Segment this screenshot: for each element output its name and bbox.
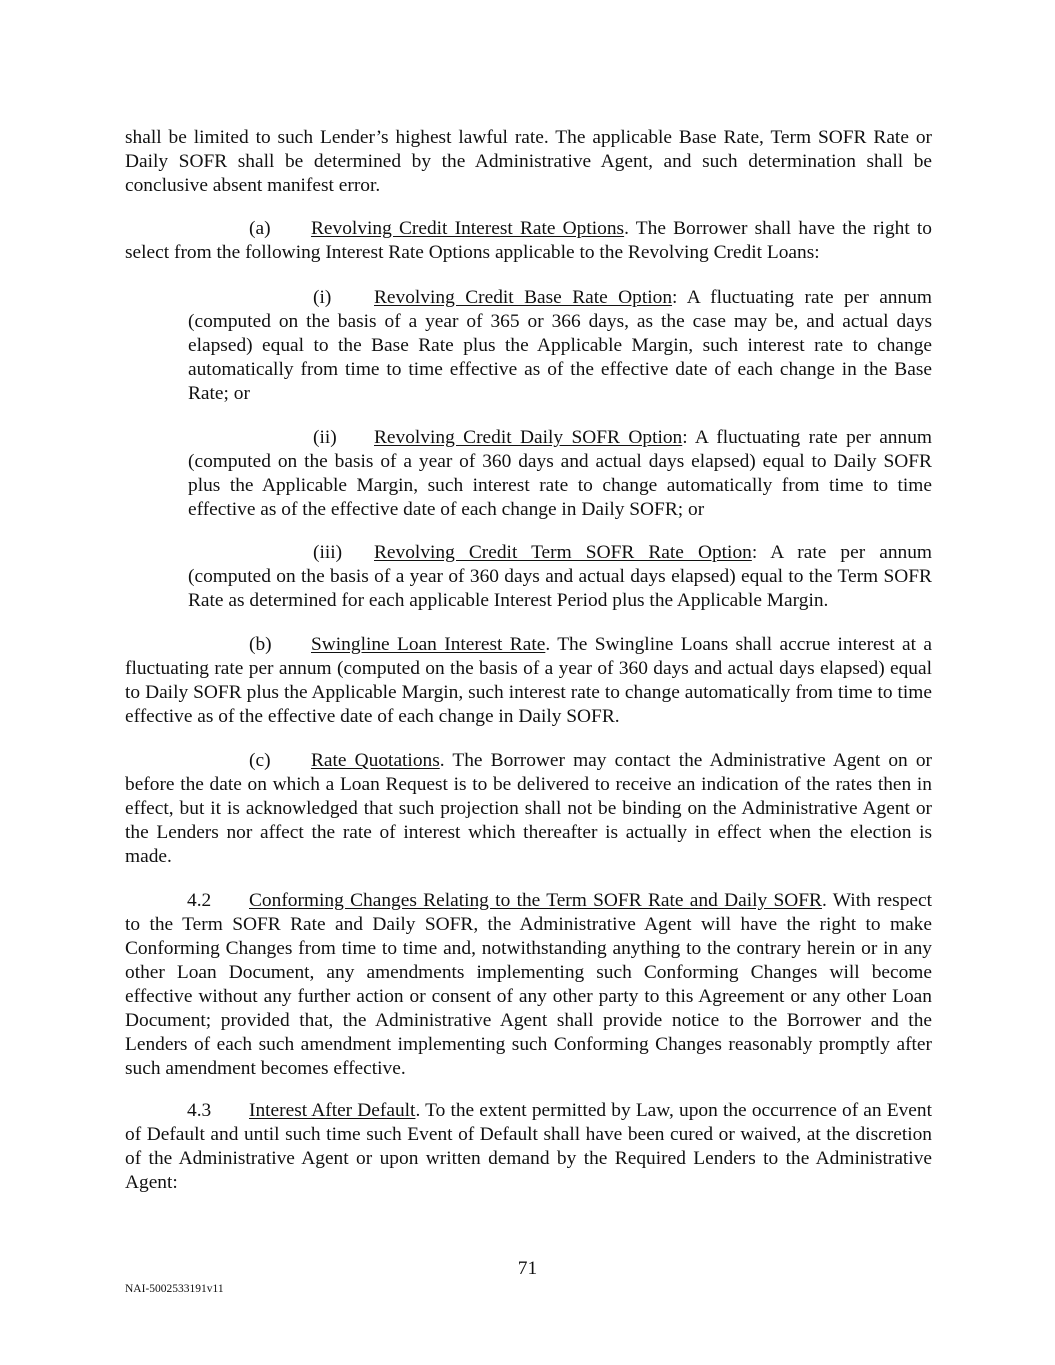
paragraph-a [125, 217, 932, 265]
paragraph-a-text: . The Borrower shall have the right to select from the following Interest Rate Options applicable to the Revolving Credit Loans: [125, 218, 932, 263]
paragraph-ii-heading: Revolving Credit Daily SOFR Option [374, 427, 683, 448]
paragraph-ii-text: : A fluctuating rate per annum (computed on the basis of a year of 360 days and actual days elapsed) equal to Daily SOFR plus the Applicable Margin, such interest rate to change automatically from time to time effective as of the effective date of each change in Daily SOFR; or [188, 427, 932, 520]
section-4-2-number: 4.2 [187, 890, 212, 911]
paragraph-a-heading: Revolving Credit Interest Rate Options [311, 218, 625, 239]
paragraph-iii-text: : A rate per annum (computed on the basis of a year of 360 days and actual days elapsed) equal to the Term SOFR Rate as determined for each applicable Interest Period plus the Applicable Margin. [188, 542, 932, 611]
paragraph-i-heading: Revolving Credit Base Rate Option [374, 287, 673, 308]
paragraph-a-number: (a) [249, 218, 271, 239]
section-4-3-text: . To the extent permitted by Law, upon the occurrence of an Event of Default and until such time such Event of Default shall have been cured or waived, at the discretion of the Administrative Agent or upon written demand by the Required Lenders to the Administrative Agent: [125, 1100, 932, 1193]
paragraph-i [188, 286, 932, 406]
paragraph-b-heading: Swingline Loan Interest Rate [311, 634, 546, 655]
paragraph-b-text: . The Swingline Loans shall accrue interest at a fluctuating rate per annum (computed on the basis of a year of 360 days and actual days elapsed) equal to Daily SOFR plus the Applicable Margin, such interest rate to change automatically from time to time effective as of the effective date of each change in Daily SOFR. [125, 634, 932, 727]
paragraph-c [125, 749, 932, 869]
paragraph-c-heading: Rate Quotations [311, 750, 440, 771]
paragraph-c-text: . The Borrower may contact the Administrative Agent on or before the date on which a Loan Request is to be delivered to receive an indication of the rates then in effect, but it is acknowledged that such projection shall not be binding on the Administrative Agent or the Lenders nor affect the rate of interest which thereafter is actually in effect when the election is made. [125, 750, 932, 867]
section-4-2 [125, 889, 932, 1081]
section-4-2-heading: Conforming Changes Relating to the Term SOFR Rate and Daily SOFR [249, 890, 822, 911]
page-number: 71 [517, 1258, 538, 1279]
section-4-3-number: 4.3 [187, 1100, 212, 1121]
paragraph-iii-heading: Revolving Credit Term SOFR Rate Option [374, 542, 752, 563]
paragraph-iii-number: (iii) [313, 542, 343, 563]
paragraph-i-number: (i) [313, 287, 332, 308]
section-4-2-text: . With respect to the Term SOFR Rate and Daily SOFR, the Administrative Agent will have the right to make Conforming Changes from time to time and, notwithstanding anything to the contrary herein or in any other Loan Document, any amendments implementing such Conforming Changes will become effective without any further action or consent of any other party to this Agreement or any other Loan Document; provided that, the Administrative Agent shall provide notice to the Borrower and the Lenders of each such amendment implementing such Conforming Changes reasonably promptly after such amendment becomes effective. [125, 890, 932, 1079]
paragraph-b [125, 633, 932, 729]
section-4-3 [125, 1099, 932, 1195]
paragraph-b-number: (b) [249, 634, 272, 655]
paragraph-iii [188, 541, 932, 613]
paragraph-c-number: (c) [249, 750, 271, 771]
paragraph-ii-number: (ii) [313, 427, 337, 448]
section-4-3-heading: Interest After Default [249, 1100, 416, 1121]
paragraph-intro: shall be limited to such Lender’s highest lawful rate. The applicable Base Rate, Term SOFR Rate or Daily SOFR shall be determined by the Administrative Agent, and such determination shall be conclusive absent manifest error. [125, 127, 932, 196]
paragraph-i-text: : A fluctuating rate per annum (computed on the basis of a year of 365 or 366 days, as the case may be, and actual days elapsed) equal to the Base Rate plus the Applicable Margin, such interest rate to change automatically from time to time effective as of the effective date of each change in the Base Rate; or [188, 287, 932, 404]
footer-document-id: NAI-5002533191v11 [125, 1283, 224, 1295]
paragraph-ii [188, 426, 932, 522]
